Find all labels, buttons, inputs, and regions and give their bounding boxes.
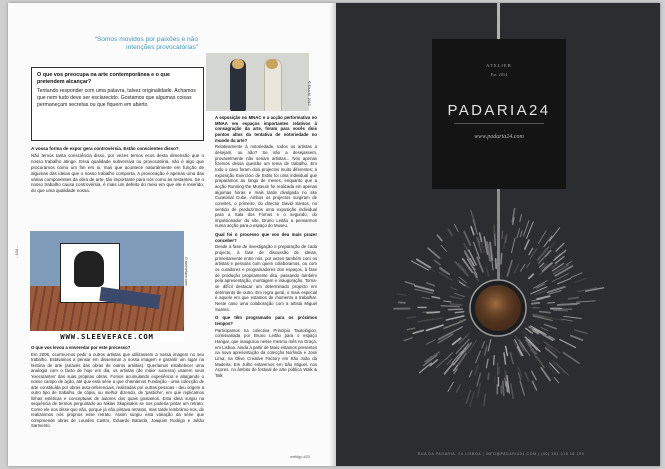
figure-left-hair: [232, 59, 244, 69]
needle: [432, 297, 440, 298]
needle: [529, 248, 533, 255]
brand-divider: [454, 123, 544, 124]
needle: [488, 373, 489, 379]
intro-box: [31, 67, 204, 141]
needle: [566, 261, 572, 265]
needle: [450, 296, 462, 299]
needle: [511, 384, 514, 399]
needle: [448, 309, 462, 310]
needle: [520, 215, 522, 222]
page-number: - 104 -: [14, 246, 19, 258]
needle: [538, 231, 546, 244]
needle: [458, 280, 470, 288]
needle: [405, 282, 414, 285]
needle: [427, 340, 435, 344]
needle: [517, 229, 520, 238]
needle: [532, 371, 537, 380]
needle: [477, 383, 480, 397]
needle: [446, 316, 463, 320]
needle: [427, 283, 434, 286]
col2-heading: A exposição no MNAC e a acção performativa no MNAA em espaços importantes relativos à consagração da arte, foram para vocês dois pontos altos da tentativa de notoriedade no mundo da arte?: [215, 115, 317, 143]
needle: [554, 378, 558, 383]
needle: [397, 294, 407, 295]
needle: [496, 259, 497, 268]
needle: [484, 394, 486, 406]
needle: [466, 390, 470, 403]
right-column: [215, 115, 317, 382]
needle: [494, 356, 495, 365]
ad-footer: RUA DA PADARIA, 24 LISBOA | INFO@PADARIA24.COM | (00) 351 218 16 199: [417, 452, 585, 456]
needle: [540, 312, 551, 313]
needle: [554, 250, 566, 260]
needle: [571, 336, 583, 340]
needle: [521, 264, 525, 271]
needle: [445, 363, 454, 374]
needle: [434, 260, 440, 265]
needle: [477, 257, 483, 271]
needle: [448, 382, 454, 391]
col1-heading: A vossa forma de expor gera controvérsia. Estão conscientes disso?: [31, 146, 179, 151]
needle: [459, 320, 465, 322]
needle: [550, 228, 560, 241]
needle: [571, 273, 582, 278]
needle: [451, 287, 457, 290]
needle: [475, 365, 478, 374]
brand-url: www.padaria24.com: [474, 134, 524, 140]
needle: [426, 325, 443, 330]
needle: [544, 236, 552, 247]
coffee-crema: [475, 285, 521, 331]
needle: [439, 273, 452, 281]
needle: [470, 392, 474, 407]
needle: [554, 310, 568, 311]
needle: [457, 385, 461, 393]
needle: [506, 235, 507, 243]
needle: [488, 340, 491, 351]
established-label: Est. 2014: [490, 72, 508, 77]
needle: [536, 357, 542, 364]
needle: [504, 353, 506, 364]
col1b-heading: O que vos levou a enveredar por este processo?: [31, 345, 131, 350]
needle: [544, 324, 556, 328]
needle: [503, 381, 504, 395]
needle: [526, 263, 530, 268]
needle: [541, 327, 548, 330]
needle: [407, 328, 414, 330]
needle: [532, 381, 536, 390]
left-page: [8, 3, 336, 466]
spine-shadow: [330, 3, 336, 466]
needle: [532, 303, 539, 304]
left-column-top: [31, 146, 204, 197]
needle: [471, 227, 474, 235]
col2-text1: Relativamente à notoriedade, todos os artistas a desejam, ou não? Se não a desejassem, provavelmente não seriam artistas... Nós apenas fizemos dessa questão um tema de trabalho. Em todo o caso foram dois projectos muito diferentes; a exposição Exercício de Estilo foi uma individual que preparámos ao longo de meses, enquanto que a acção Running the Museum foi realizada em apenas algumas horas e mais tarde divulgada no site Curatorial Cube. Ambos os projectos surgiram de convites, o primeiro, do director David Santos, no sentido de produzirmos uma exposição individual para a Sala dos Fornos e o segundo, do impulsionador do site, Bruno Leitão a pensarmos numa acção para o espaço do Museu.: [215, 144, 317, 229]
needle: [422, 298, 430, 299]
needle: [428, 248, 439, 258]
brand-logo: PADARIA24: [447, 102, 551, 119]
needle: [476, 351, 481, 363]
needle: [455, 312, 463, 313]
needle: [549, 287, 564, 292]
pull-quote: “Somos movidos por paixões e não intenções provocatórias”: [94, 36, 198, 51]
needle: [575, 330, 587, 334]
needle: [437, 235, 442, 240]
needle: [529, 274, 533, 278]
needle: [556, 363, 569, 376]
needle: [482, 342, 484, 348]
needle: [447, 359, 452, 364]
needle: [520, 231, 522, 237]
needle: [510, 353, 513, 364]
needle: [553, 264, 564, 271]
needle: [407, 317, 416, 318]
left-column-bottom: [31, 345, 204, 432]
artists-photo: [206, 53, 309, 111]
needle: [564, 353, 579, 364]
intro-question: O que vos preocupa na arte contemporânea e o que pretendem alcançar?: [37, 72, 171, 85]
needle: [556, 243, 564, 251]
needle: [541, 368, 550, 380]
needle: [418, 319, 433, 322]
needle: [504, 236, 505, 249]
needle: [507, 261, 512, 276]
needle: [550, 242, 555, 247]
needle: [512, 238, 516, 253]
atelier-label: ATELIER: [486, 63, 512, 68]
needle: [501, 254, 502, 264]
needle: [480, 233, 482, 242]
needle: [455, 293, 465, 296]
needle: [520, 381, 524, 395]
col2-text2: Desde a fase de investigação e preparação de cada projecto, à fase de discussão de ideias, primeiramente entre nós, por vezes também com os artistas e pessoas com quem colaboramos, ou com os curadores e programadores dos espaços, à fase de produção propriamente dita, passando também pela apresentação, montagem e inauguração. Torna-se difícil destacar um determinado projecto em detrimento de outro. Em regra geral, o mais especial é aquele em que estamos de momento a trabalhar. Neste caso uma colaboração com a artista Miguel Soares.: [215, 244, 317, 312]
col1b-text: Em 2006, ocorreu-nos pedir a outros artistas que utilizassem a nossa imagem no seu trabalho. Estávamos a pensar em disseminar a nossa imagem e garantir um lugar na história de arte (através das obras de outros artistas). Queríamos estabelecer uma analogia com o facto de hoje em dia, os artistas (de maior sucesso) usarem seus 'executantes' das suas próprias obras. Fomos acumulando experiência e alargando o nosso campo de ação, até que esta série a que chamámos Fundação - uma colecção de arte constituída por obras auto-referenciais, realizadas por outras pessoas - deu origem a outro tipo de trabalho, de cópia, ou melhor dizendo, de 'pastiche', em que replicamos linhas estéticas e conceptuais de autores dos quais gostamos. Esta ideia surgiu na sequência de termos perguntado ao Nikias Skapinakis se nos poderia pintar um retrato. Como ele nos disse que não, porque já não pintava retratos, mas tarde lembrámo-nos, de realizarmos nós próprios esse retrato. Assim surgiu esta variação da série que compreende obras de Lourdes Castro, Eduardo Batarda, Joaquim Rodrigo e Julião Sarmento.: [31, 351, 204, 428]
needle: [558, 279, 571, 284]
needle: [458, 354, 466, 365]
padaria-ad-page: [336, 3, 660, 466]
needle: [548, 303, 555, 304]
needle: [576, 278, 587, 282]
magazine-footer: umbigo #33: [290, 455, 310, 459]
magazine-spread: [8, 3, 660, 466]
needle: [417, 259, 430, 267]
needle: [577, 301, 596, 302]
needle: [451, 304, 462, 305]
brand-card: [432, 39, 566, 189]
needle: [506, 346, 508, 355]
needle: [552, 264, 558, 268]
figure-right-hair: [266, 59, 278, 69]
col2-text3: Participamos na colectiva Princípio Tautológico, comissariada por Bruno Leitão para o espaço Hangar, que inaugurou nesse mesmo mês na Graça, em Lisboa. Ainda a partir de Maio estamos presentes na nova apresentação da colecção Norlinda e José Lima; na Olive Creative Factory em São João da Madeira. Em Julho estaremos em São Miguel, nos Açores, no âmbito do festival de arte pública Walk & Talk: [215, 327, 317, 378]
needle: [446, 353, 453, 360]
needle: [427, 312, 440, 313]
col2-heading2: Qual foi o processo que vos deu mais prazer conceber?: [215, 232, 317, 243]
needle: [454, 224, 458, 231]
needle: [525, 240, 529, 249]
needle: [448, 229, 452, 235]
coffee-burst-illustration: [358, 208, 638, 448]
needle: [441, 306, 459, 307]
needle: [437, 359, 445, 367]
needle: [549, 366, 556, 374]
needle: [464, 232, 470, 246]
needle: [485, 348, 487, 355]
needle: [569, 298, 578, 299]
needle: [469, 371, 472, 377]
col1-text: Não temos tanta consciência disso, por vezes temos ecos desta dimensão que o nosso trabalho atinge. Essa qualidade subversiva ou provocatória, não é algo que procuramos como um fim em si, mas que acontece naturalmente em função de algumas das ideias que o nosso trabalho comporta. A provocação é apenas uma das várias componentes da obra de arte, tão importante para nós como as restantes. Se o nosso trabalho causa controvérsia, é mais um defeito do meio em que ele é inserido, do que uma qualidade nossa.: [31, 152, 204, 194]
col2-heading3: O que têm programado para os próximos tempos?: [215, 315, 317, 326]
needle: [404, 338, 412, 341]
needle: [486, 359, 488, 368]
needle: [441, 245, 447, 251]
needle: [486, 268, 489, 277]
sleeveface-url: WWW.SLEEVEFACE.COM: [30, 331, 184, 342]
needle: [515, 264, 519, 273]
sleeveface-credit: © sleeveface.com: [184, 257, 188, 286]
needle: [560, 340, 576, 348]
needle: [558, 304, 577, 305]
needle: [506, 382, 507, 392]
intro-answer: Tentando responder com uma palavra, talvez originalidade. Achamos que nem tudo deve ser esclarecido. Gostamos que algumas coisas permaneçam secretas ou que fiquem em aberto.: [37, 88, 196, 108]
needle: [482, 243, 484, 252]
needle: [444, 301, 451, 302]
needle: [525, 372, 529, 381]
sleeve-face: [74, 251, 104, 287]
photo-credit: © Elsa M. 2010: [307, 81, 311, 106]
needle: [564, 316, 581, 318]
needle: [413, 330, 423, 333]
sleeveface-photo: [30, 231, 184, 341]
needle: [495, 233, 496, 246]
